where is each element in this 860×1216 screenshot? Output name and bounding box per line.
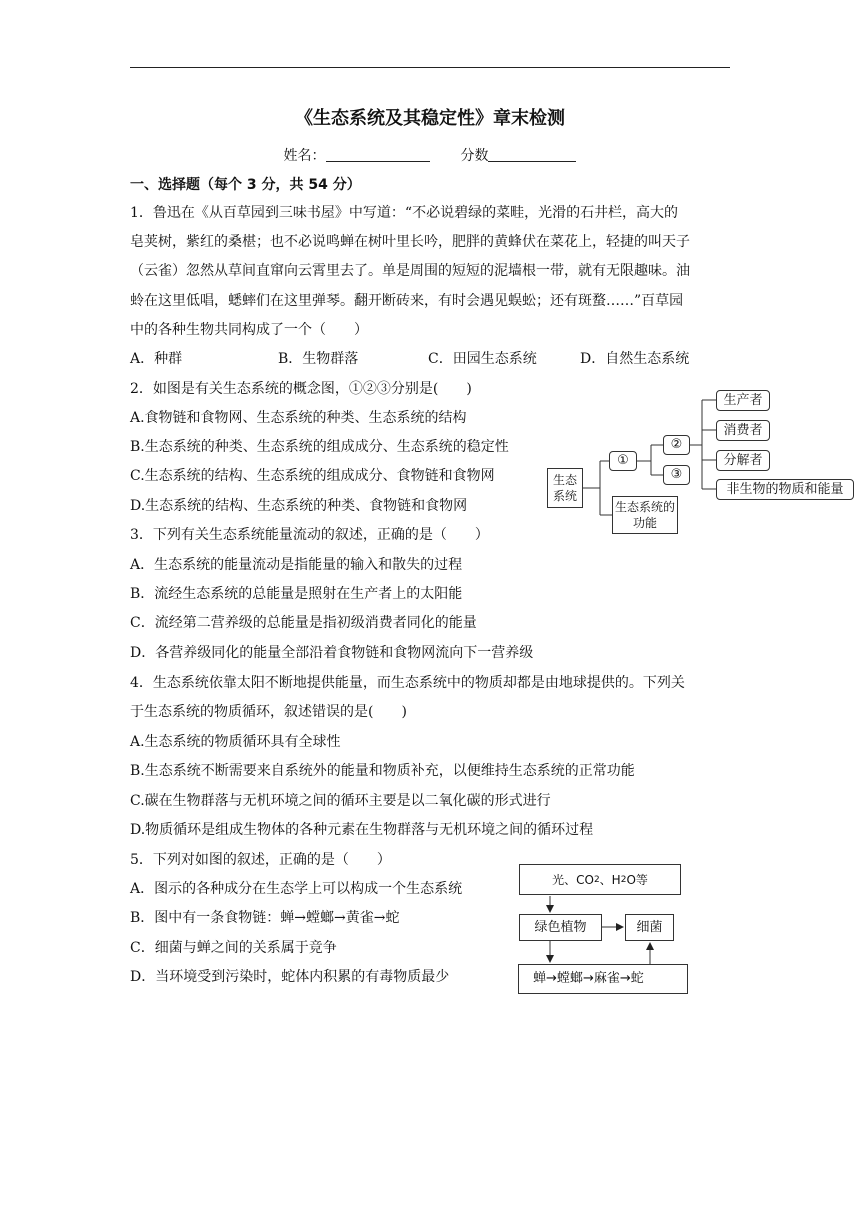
q3-option-a[interactable]: A．生态系统的能量流动是指能量的输入和散失的过程 (130, 557, 463, 573)
node-circle-3: ③ (663, 465, 690, 485)
node-function: 生态系统的功能 (612, 496, 678, 534)
q5-option-b[interactable]: B．图中有一条食物链：蝉→螳螂→黄雀→蛇 (130, 910, 400, 926)
q1-options (130, 349, 689, 369)
q1-line: 皂荚树，紫红的桑椹；也不必说鸣蝉在树叶里长吟，肥胖的黄蜂伏在菜花上，轻捷的叫天子 (130, 234, 690, 250)
section-heading: 一、选择题（每个 3 分，共 54 分） (130, 177, 361, 193)
node-producer: 生产者 (716, 390, 770, 411)
q1-option-c[interactable]: C．田园生态系统 (428, 351, 537, 367)
score-label: 分数 (460, 148, 489, 164)
q2-option-a[interactable]: A.食物链和食物网、生态系统的种类、生态系统的结构 (130, 410, 467, 426)
q4-line: 于生态系统的物质循环，叙述错误的是( ) (130, 704, 407, 720)
q2-option-b[interactable]: B.生态系统的种类、生态系统的组成成分、生态系统的稳定性 (130, 439, 509, 455)
q4-option-b[interactable]: B.生态系统不断需要来自系统外的能量和物质补充，以便维持生态系统的正常功能 (130, 763, 635, 779)
q1-option-a[interactable]: A．种群 (130, 351, 183, 367)
q1-option-b[interactable]: B．生物群落 (278, 351, 359, 367)
o-etc-text: O等 (626, 872, 648, 887)
node-food-chain (518, 964, 688, 994)
header-rule (130, 67, 730, 68)
q1-line: 1．鲁迅在《从百草园到三味书屋》中写道：“不必说碧绿的菜畦，光滑的石井栏，高大的 (130, 205, 679, 221)
node-bacteria: 细菌 (625, 914, 674, 941)
q4-option-c[interactable]: C.碳在生物群落与无机环境之间的循环主要是以二氧化碳的形式进行 (130, 793, 551, 809)
h2o-subscript: 2 (620, 874, 627, 885)
q4-option-a[interactable]: A.生态系统的物质循环具有全球性 (130, 734, 341, 750)
q4-line: 4．生态系统依靠太阳不断地提供能量，而生态系统中的物质却都是由地球提供的。下列关 (130, 675, 685, 691)
chain-sparrow: 麻雀 (593, 971, 620, 986)
q3-option-d[interactable]: D．各营养级同化的能量全部沿着食物链和食物网流向下一营养级 (130, 645, 534, 661)
h-text: 、H (599, 872, 621, 887)
q1-line: 中的各种生物共同构成了一个（ ） (130, 322, 368, 338)
chain-snake: 蛇 (630, 971, 644, 986)
page-title: 《生态系统及其稳定性》章末检测 (295, 108, 565, 129)
q2-option-c[interactable]: C.生态系统的结构、生态系统的组成成分、食物链和食物网 (130, 468, 495, 484)
node-consumer: 消费者 (716, 420, 770, 441)
q3-stem: 3．下列有关生态系统能量流动的叙述，正确的是（ ） (130, 527, 489, 543)
q2-option-d[interactable]: D.生态系统的结构、生态系统的种类、食物链和食物网 (130, 498, 468, 514)
q5-stem: 5．下列对如图的叙述，正确的是（ ） (130, 852, 391, 868)
chain-mantis: 螳螂 (556, 971, 583, 986)
q5-option-a[interactable]: A．图示的各种成分在生态学上可以构成一个生态系统 (130, 881, 463, 897)
q1-line: 蛉在这里低唱，蟋蟀们在这里弹琴。翻开断砖来，有时会遇见蜈蚣；还有斑蝥……”百草园 (130, 293, 684, 309)
node-decomposer: 分解者 (716, 450, 770, 471)
chain-arrow-icon: → (582, 971, 594, 986)
q5-option-c[interactable]: C．细菌与蝉之间的关系属于竞争 (130, 940, 337, 956)
co2-subscript: 2 (593, 874, 600, 885)
node-light-co2-water (519, 864, 681, 895)
chain-arrow-icon: → (619, 971, 631, 986)
node-circle-1: ① (609, 451, 637, 471)
q2-stem: 2．如图是有关生态系统的概念图，①②③分别是( ) (130, 381, 472, 397)
q3-option-b[interactable]: B．流经生态系统的总能量是照射在生产者上的太阳能 (130, 586, 463, 602)
q3-option-c[interactable]: C．流经第二营养级的总能量是指初级消费者同化的能量 (130, 615, 477, 631)
chain-cicada: 蝉 (533, 971, 547, 986)
node-abiotic: 非生物的物质和能量 (716, 479, 854, 500)
node-circle-2: ② (663, 435, 690, 455)
name-blank[interactable] (326, 147, 430, 162)
q1-option-d[interactable]: D．自然生态系统 (580, 351, 690, 367)
score-blank[interactable] (488, 147, 576, 162)
node-green-plant: 绿色植物 (519, 914, 602, 941)
q4-option-d[interactable]: D.物质循环是组成生物体的各种元素在生物群落与无机环境之间的循环过程 (130, 822, 594, 838)
node-ecosystem: 生态系统 (547, 468, 583, 508)
light-co2-text: 光、CO (552, 872, 594, 887)
name-label: 姓名： (283, 148, 326, 164)
q5-option-d[interactable]: D．当环境受到污染时，蛇体内积累的有毒物质最少 (130, 969, 450, 985)
q1-line: （云雀）忽然从草间直窜向云霄里去了。单是周围的短短的泥墙根一带，就有无限趣味。油 (130, 263, 690, 279)
chain-arrow-icon: → (546, 971, 557, 986)
name-score-line (130, 145, 730, 165)
